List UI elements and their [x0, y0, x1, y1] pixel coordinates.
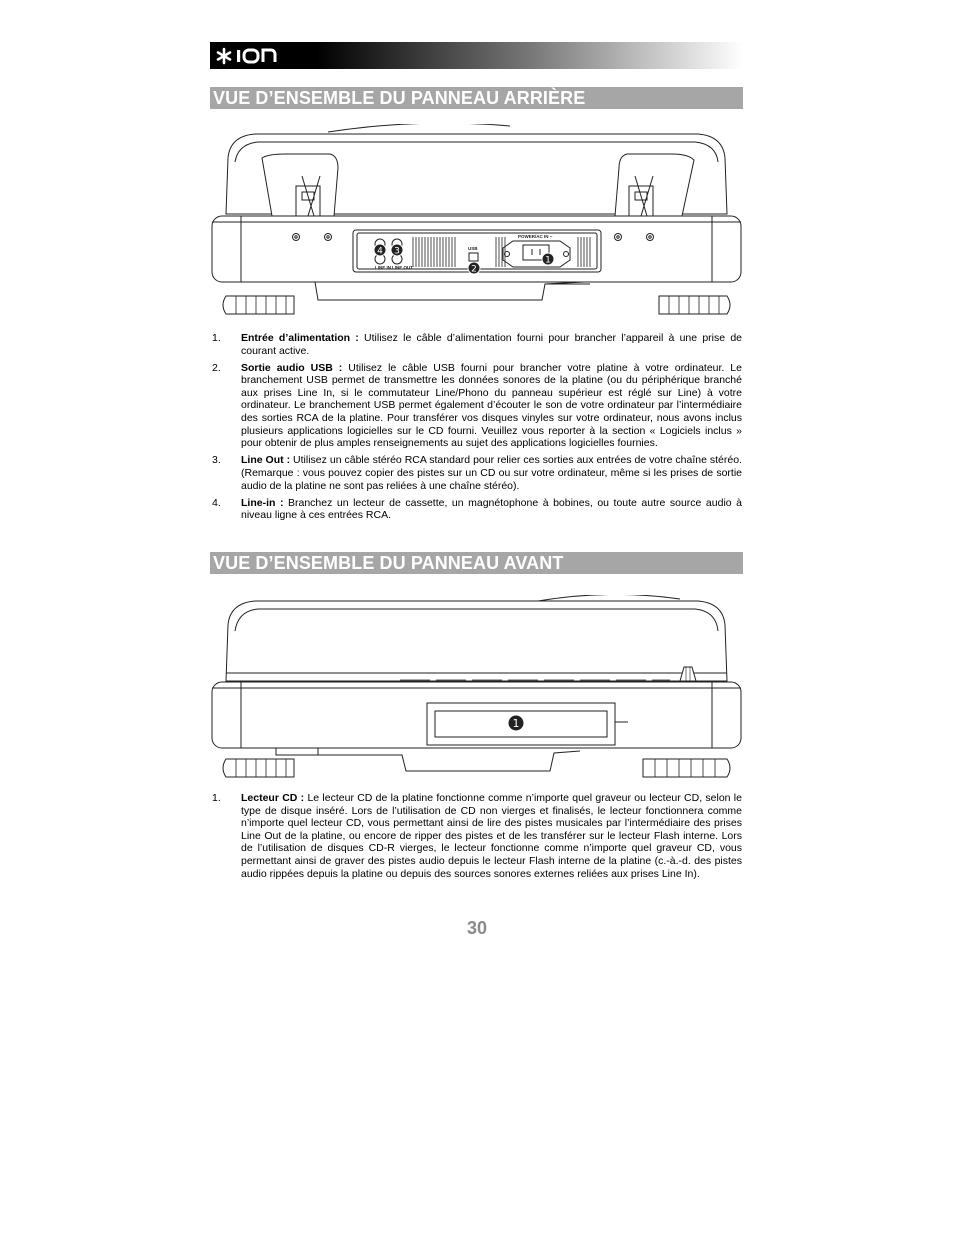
item-number: 3. [212, 454, 221, 467]
item-term: Line Out : [241, 454, 291, 467]
callout-1-label: 1 [545, 255, 551, 266]
brand-bar [210, 42, 743, 69]
callout-4 [374, 244, 386, 257]
callout-1 [542, 253, 554, 266]
list-item [212, 362, 742, 450]
item-number: 4. [212, 496, 221, 509]
item-term: Sortie audio USB : [241, 361, 343, 374]
line-in-label: LINE IN [375, 265, 392, 270]
item-term: Entrée d’alimentation : [241, 332, 359, 344]
rear-panel-list [212, 332, 742, 526]
item-term: Line-in : [241, 496, 284, 509]
callout-2-label: 2 [471, 264, 477, 275]
callout-1-label: 1 [512, 717, 520, 730]
callout-3 [391, 244, 403, 257]
item-number: 1. [212, 792, 221, 804]
item-text: Le lecteur CD de la platine fonctionne comme n’importe quel graveur ou lecteur CD, selon le type de disque inséré. Lors de l’utilisation de CD non vierges et finalisés, le lecteur fonctionnera comme n’importe quel lecteur CD, vous permettant ainsi de lire des pistes musicales par l’intermédiaire des prises Line Out de la platine, ou encore de ripper des pistes et de les transférer sur le lecteur Flash interne. Lors de l’utilisation de disques CD-R vierges, le lecteur fonctionne comme n’importe quel graveur CD, vous permettant ainsi de graver des pistes audio depuis le lecteur Flash interne de la platine (c.-à.-d. des pistes audio rippées depuis la platine ou depuis des sources sonores externes reliées aux prises Line In). [241, 792, 742, 880]
item-number: 2. [212, 361, 221, 374]
front-panel-illustration [210, 595, 743, 783]
item-number: 1. [212, 332, 221, 344]
callout-2 [468, 262, 480, 275]
front-panel-title: VUE D’ENSEMBLE DU PANNEAU AVANT [210, 552, 743, 574]
item-text: Utilisez le câble d’alimentation fourni pour brancher l’appareil à une prise de courant active. [241, 332, 743, 357]
rear-panel-title: VUE D’ENSEMBLE DU PANNEAU ARRIÈRE [210, 87, 743, 109]
rear-panel-illustration [210, 124, 743, 316]
front-panel-list [212, 792, 742, 885]
list-item [212, 454, 742, 492]
ion-logo [214, 42, 286, 69]
callout-1 [508, 715, 524, 731]
item-text: Utilisez un câble stéréo RCA standard pour relier ces sorties aux entrées de votre chaîne stéréo. (Remarque : vous pouvez copier des pistes sur un CD ou sur votre ordinateur, même si les prises de sortie audio de la platine ne sont pas reliées à une chaîne stéréo). [241, 454, 742, 492]
line-out-label: LINE OUT [392, 265, 413, 270]
page-number: 30 [466, 918, 488, 938]
item-text: Branchez un lecteur de cassette, un magnétophone à bobines, ou toute autre source audio à niveau ligne à ces entrées RCA. [241, 496, 742, 522]
item-term: Lecteur CD : [241, 792, 305, 804]
list-item [212, 792, 742, 880]
callout-4-label: 4 [377, 246, 383, 257]
power-label: POWER/AC IN ~ [518, 234, 553, 239]
item-text: Utilisez le câble USB fourni pour brancher votre platine à votre ordinateur. Le branchement USB permet de transmettre les données sonores de la platine (ou du périphérique branché aux prises Line In, si le commutateur Line/Phono du panneau supérieur est réglé sur Line) à votre ordinateur. Le branchement USB permet également d’écouter le son de votre ordinateur par l’intermédiaire des sorties RCA de la platine. Pour transférer vos disques vinyles sur votre ordinateur, nous avons inclus plusieurs applications logicielles sur le CD fourni. Veuillez vous reporter à la section « Logiciels inclus » pour obtenir de plus amples renseignements au sujet des applications logicielles fournies. [241, 361, 742, 450]
list-item [212, 332, 742, 357]
usb-label: USB [468, 246, 478, 251]
callout-3-label: 3 [394, 246, 400, 257]
list-item [212, 497, 742, 522]
